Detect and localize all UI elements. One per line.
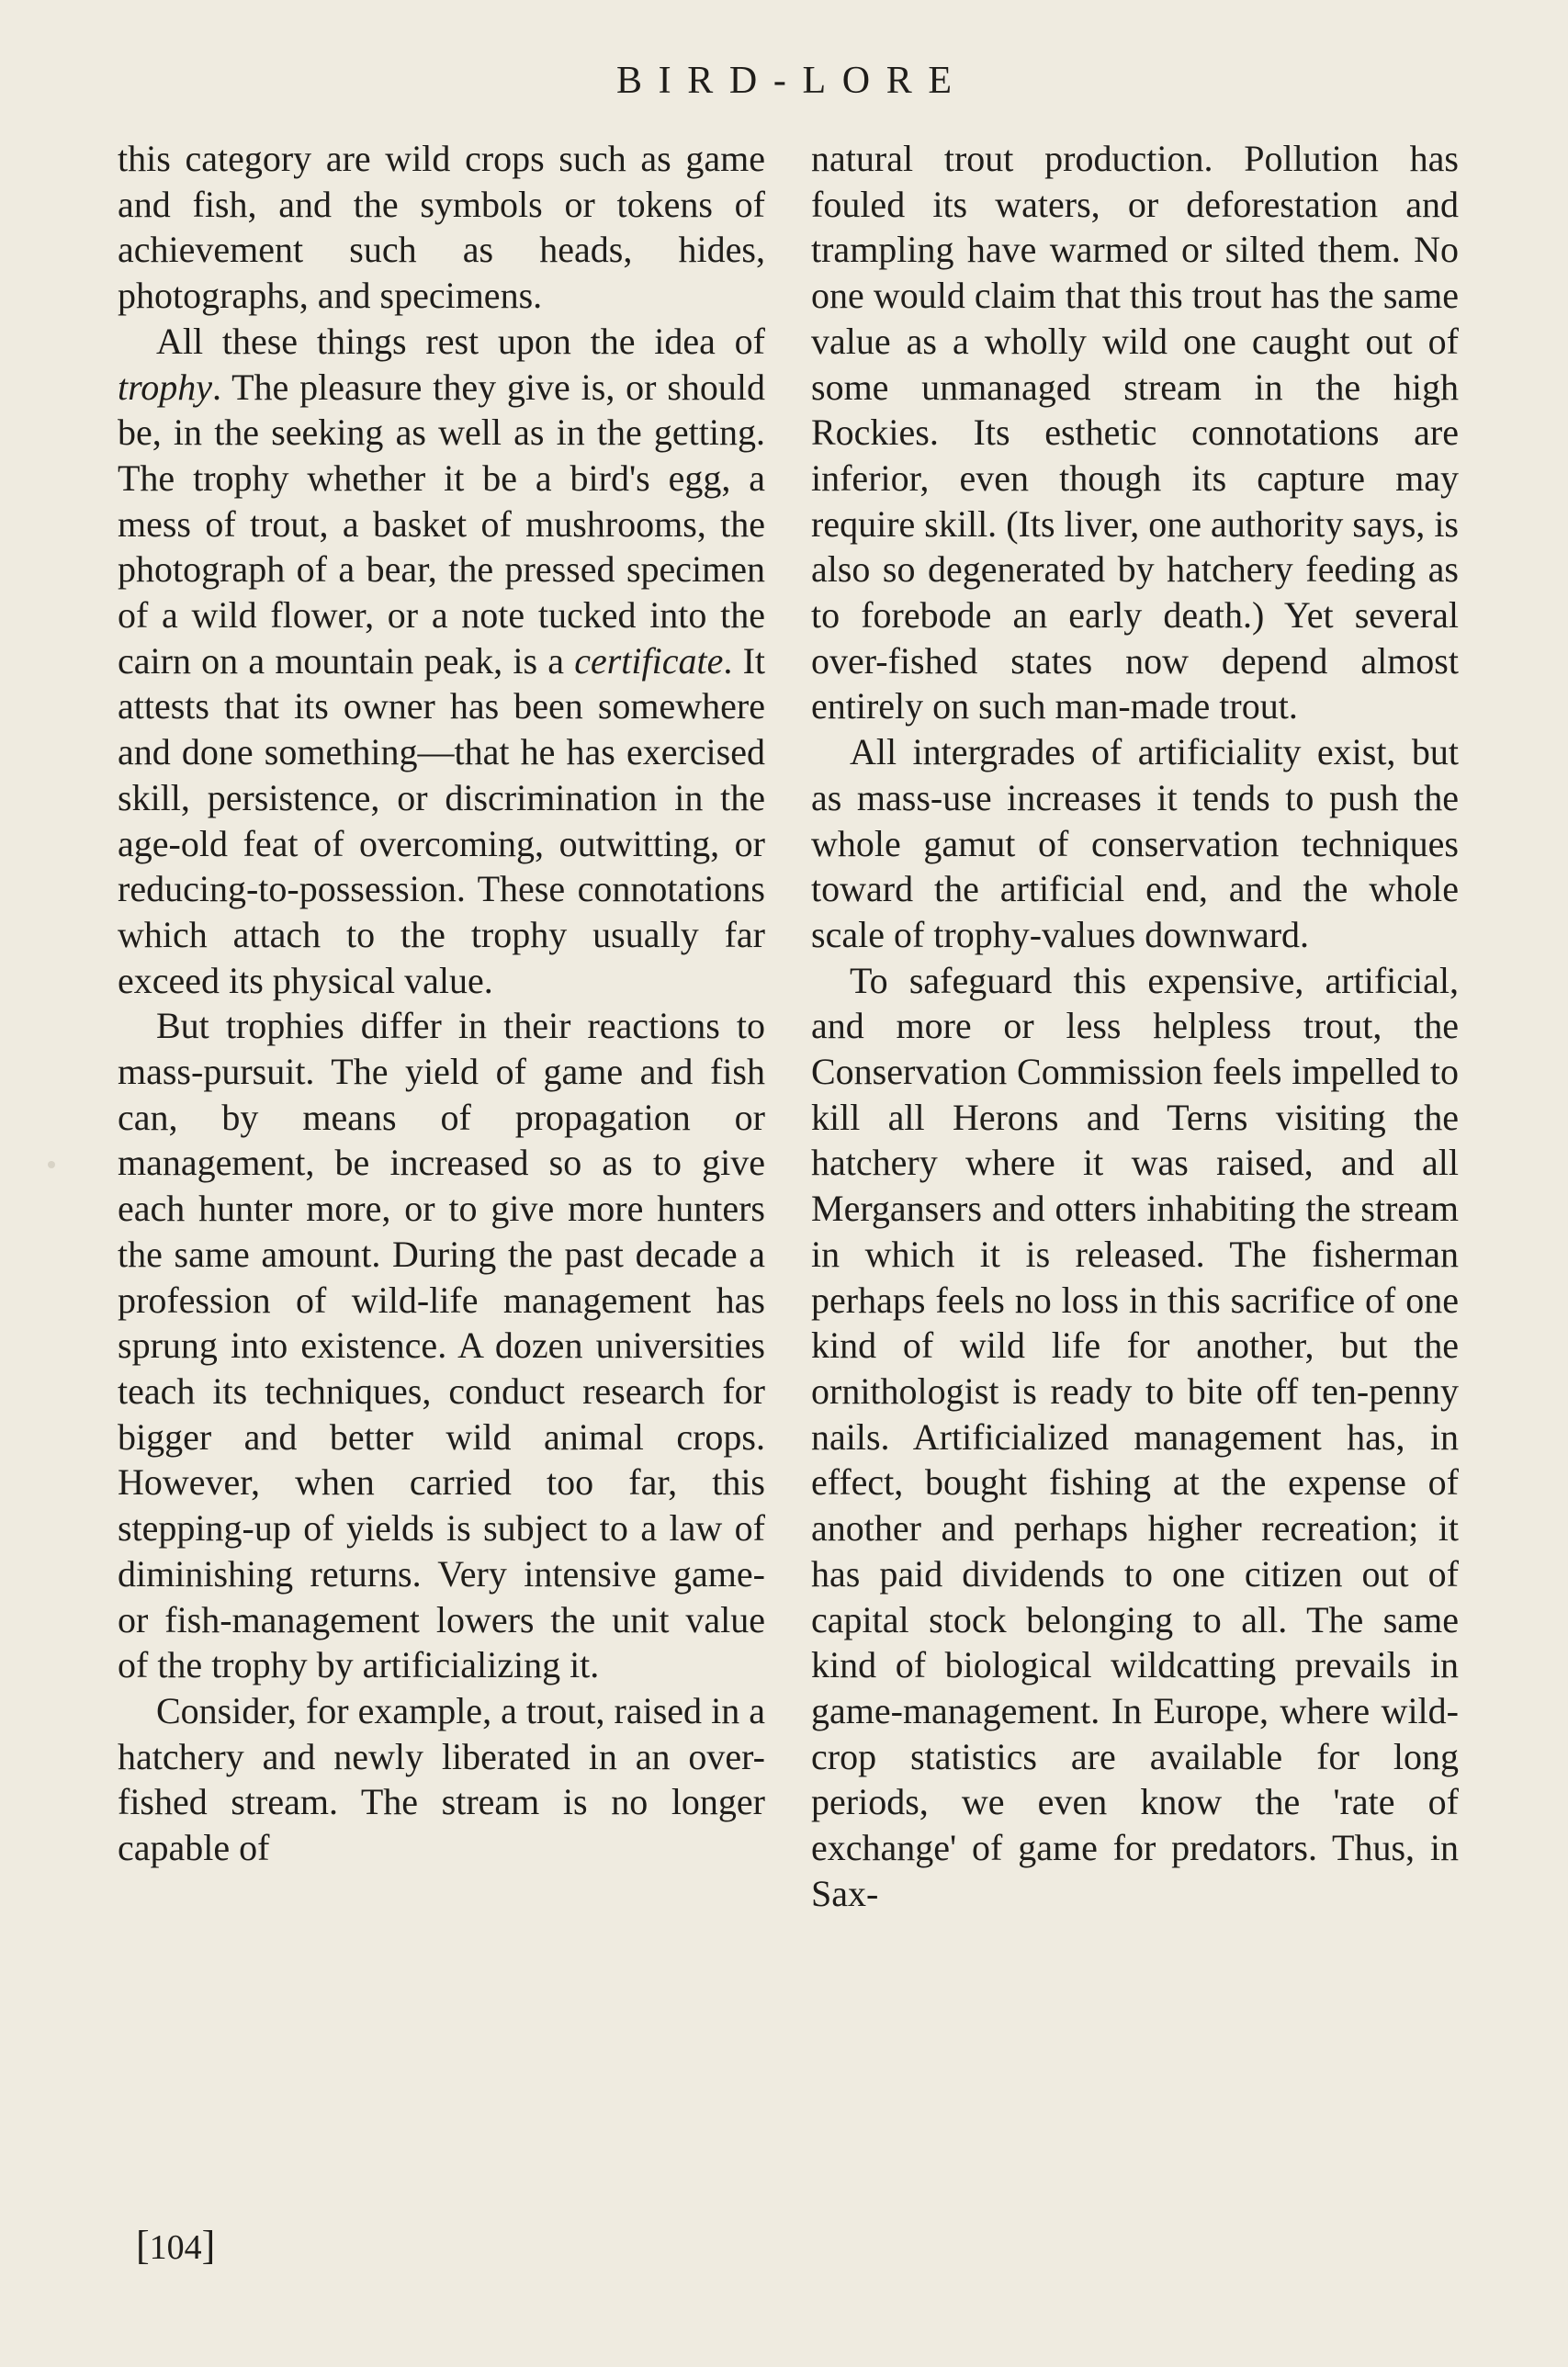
text-run: . The pleasure they give is, or should be, in the seeking as well as in the getting. The trophy whether it be a bird's egg, a mess of trout, a basket of mushrooms, the photograph of a bear, the pressed specimen of a wild flower, or a note tucked into the cairn on a mountain peak, is a <box>118 366 765 682</box>
left-paragraph-3: But trophies differ in their reactions to mass-pursuit. The yield of game and fish can, by means of propagation or management, be increased so as to give each hunter more, or to give more hunters the same amount. During the past decade a profession of wild-life management has sprung into existence. A dozen universities teach its techniques, conduct research for bigger and better wild animal crops. However, when carried too far, this stepping-up of yields is subject to a law of diminishing returns. Very intensive game- or fish-management lowers the unit value of the trophy by artificializing it. <box>118 1005 765 1686</box>
folio-bracket-close: ] <box>201 2223 216 2268</box>
folio-bracket-open: [ <box>136 2223 150 2268</box>
page-number <box>136 2223 215 2271</box>
right-column <box>811 136 1459 1916</box>
running-head: BIRD-LORE <box>615 60 968 102</box>
page-number-value: 104 <box>149 2228 202 2267</box>
text-run: . It attests that its owner has been somewhere and done something—that he has exercised skill, persistence, or discrimination in the age-old feat of overcoming, outwitting, or reducing-to-possession. These connotations which attach to the trophy usually far exceed its physical value. <box>118 639 766 1001</box>
right-paragraph-3: To safeguard this expensive, artificial, and more or less helpless trout, the Conservation Commission feels impelled to kill all Herons and Terns visiting the hatchery where it was raised, and all Mergansers and otters inhabiting the stream in which it is released. The fisherman perhaps feels no loss in this sacrifice of one kind of wild life for another, but the ornithologist is ready to bite off ten-penny nails. Artificialized management has, in effect, bought fishing at the expense of another and perhaps higher recreation; it has paid dividends to one citizen out of capital stock belonging to all. The same kind of biological wildcatting prevails in game-management. In Europe, where wild-crop statistics are available for long periods, we even know the 'rate of exchange' of game for predators. Thus, in Sax- <box>811 959 1459 1914</box>
left-column <box>118 136 765 1871</box>
left-paragraph-2 <box>118 319 765 1004</box>
paper-speck <box>48 1161 55 1168</box>
left-paragraph-1: this category are wild crops such as game and fish, and the symbols or tokens of achievement such as heads, hides, photographs, and specimens. <box>118 138 765 317</box>
italic-term-trophy: trophy <box>118 366 212 408</box>
left-paragraph-4: Consider, for example, a trout, raised in a hatchery and newly liberated in an over-fished stream. The stream is no longer capable of <box>118 1689 765 1869</box>
text-run: All these things rest upon the idea of <box>156 320 765 362</box>
right-paragraph-1: natural trout production. Pollution has fouled its waters, or deforestation and trampling have warmed or silted them. No one would claim that this trout has the same value as a wholly wild one caught out of some unmanaged stream in the high Rockies. Its esthetic connotations are inferior, even though its capture may require skill. (Its liver, one authority says, is also so degenerated by hatchery feeding as to forebode an early death.) Yet several over-fished states now depend almost entirely on such man-made trout. <box>811 138 1459 727</box>
italic-term-certificate: certificate <box>574 639 724 682</box>
right-paragraph-2: All intergrades of artificiality exist, but as mass-use increases it tends to push the whole gamut of conservation techniques toward the artificial end, and the whole scale of trophy-values downward. <box>811 731 1459 955</box>
